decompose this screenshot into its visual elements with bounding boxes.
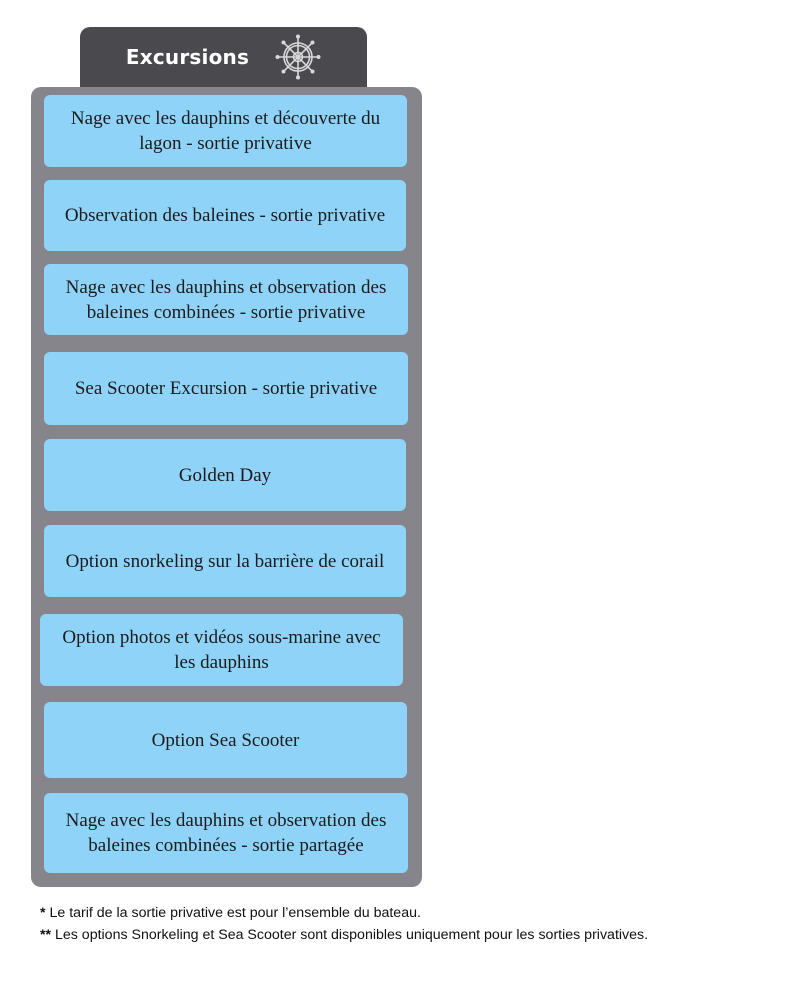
footnote-private-rate <box>40 902 648 924</box>
footnote-marker: ** <box>40 927 52 943</box>
excursions-header <box>80 27 367 93</box>
excursion-card-photo-video-option[interactable] <box>40 614 403 686</box>
excursion-card-sea-scooter[interactable] <box>44 352 408 425</box>
footnotes <box>40 902 648 946</box>
excursion-card-snorkeling-option[interactable] <box>44 525 406 597</box>
excursion-card-sea-scooter-option[interactable] <box>44 702 407 778</box>
excursion-card-label: Nage avec les dauphins et découverte du lagon - sortie privative <box>70 108 381 154</box>
excursion-card-label: Option snorkeling sur la barrière de corail <box>65 550 385 572</box>
excursion-card-label: Golden Day <box>178 464 272 486</box>
excursion-card-label: Option Sea Scooter <box>151 729 300 751</box>
excursion-card-label: Nage avec les dauphins et observation des baleines combinées - sortie privative <box>65 276 387 323</box>
excursion-card-label: Sea Scooter Excursion - sortie privative <box>74 378 378 399</box>
excursion-card-whales[interactable] <box>44 180 406 251</box>
excursion-card-label: Option photos et vidéos sous-marine avec les dauphins <box>62 627 381 673</box>
footnote-options-availability <box>40 924 648 946</box>
excursion-card-dolphins-whales-private[interactable] <box>44 264 408 335</box>
excursion-card-dolphins-lagoon[interactable] <box>44 95 407 167</box>
footnote-text: Le tarif de la sortie privative est pour l’ensemble du bateau. <box>45 905 421 921</box>
excursion-card-golden-day[interactable] <box>44 439 406 511</box>
page-title: Excursions <box>125 45 250 69</box>
footnote-marker: * <box>40 905 46 921</box>
footnote-text: Les options Snorkeling et Sea Scooter sont disponibles uniquement pour les sorties privatives. <box>51 927 649 943</box>
ship-wheel-icon <box>275 34 321 80</box>
excursion-card-dolphins-whales-shared[interactable] <box>44 793 408 873</box>
excursion-card-label: Observation des baleines - sortie privative <box>64 205 386 226</box>
excursion-card-label: Nage avec les dauphins et observation des baleines combinées - sortie partagée <box>65 810 387 856</box>
